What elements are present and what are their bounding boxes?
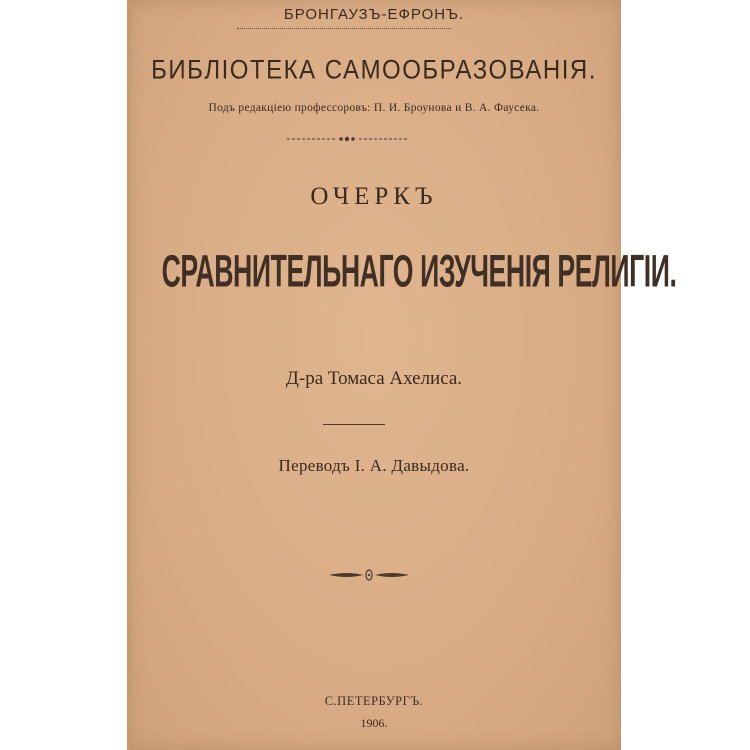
series-title: БИБЛІОТЕКА САМООБРАЗОВАНІЯ. [151,55,597,86]
title-page [127,0,677,750]
translator-line: Переводъ І. А. Давыдова. [278,456,470,475]
publication-year: 1906. [360,716,388,730]
publisher-underline [237,28,451,29]
publisher-name: БРОНГАУЗЪ-ЕФРОНЪ. [283,6,465,23]
floral-ornament-icon [327,568,411,582]
author-rule [323,424,385,425]
main-title: СРАВНИТЕЛЬНАГО ИЗУЧЕНІЯ РЕЛИГІИ. [161,245,677,297]
essay-heading: ОЧЕРКЪ [310,183,438,210]
publication-city: С.ПЕТЕРБУРГЪ. [324,694,424,708]
editors-line: Подъ редакціею профессоровъ: П. И. Броунова и В. А. Фаусека. [208,102,540,114]
author-line: Д-ра Томаса Ахелиса. [285,368,463,389]
dotted-ornament-icon [287,132,407,146]
